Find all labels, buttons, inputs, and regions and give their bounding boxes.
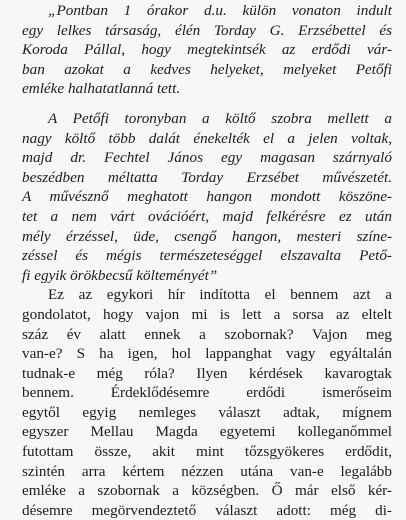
quote-paragraph-2 bbox=[22, 109, 392, 285]
text-line: bennem. Érdeklődésemre erdődi ismerőseim bbox=[22, 384, 392, 402]
body-paragraph bbox=[22, 285, 392, 520]
text-line: egy lelkes társaság, élén Torday G. Erzsébettel és bbox=[22, 21, 392, 39]
text-line: ban azokat a kedves helyeket, melyeket Petőfi bbox=[22, 60, 392, 78]
text-line: emléke halhatatlanná tett. bbox=[22, 80, 181, 98]
text-line: désemre megörvendeztető választ adott: még di- bbox=[22, 501, 392, 519]
text-line: futottam össze, akit mint tőzsgyökeres erdődit, bbox=[22, 443, 392, 461]
text-line: nagy költő több dalát énekelték el a jelen voltak, bbox=[22, 129, 392, 147]
text-line: fi egyik örökbecsű költeményét” bbox=[22, 266, 218, 284]
text-line: tudnak-e még róla? Ilyen kérdések kavarogtak bbox=[22, 364, 392, 382]
text-line: „Pontban 1 órakor d.u. külön vonaton indult bbox=[48, 2, 392, 19]
text-line: beszédben méltatta Torday Erzsébet művészetét. bbox=[22, 168, 392, 186]
text-line: majd dr. Fechtel János egy magasan szárnyaló bbox=[22, 149, 392, 167]
text-line: emléke a szobornak a községben. Ő már első kér- bbox=[22, 482, 392, 500]
text-line: tet a nem várt ovációért, majd felkérésre ez után bbox=[22, 207, 392, 225]
text-line: van-e? S ha igen, hol lappanghat vagy egyáltalán bbox=[22, 345, 392, 363]
text-line: A Petőfi toronyban a költő szobra mellett a bbox=[48, 109, 392, 127]
text-line: zéssel és mégis természeteséggel elszavalta Pető- bbox=[22, 247, 392, 265]
text-line: Koroda Pállal, hogy megtekintsék az erdődi vár- bbox=[22, 41, 392, 59]
text-line: gondolatot, hogy vajon mi is lett a sorsa az eltelt bbox=[22, 305, 392, 323]
text-line: A művésznő meghatott hangon mondott köszöne- bbox=[22, 188, 392, 206]
text-line: szintén arra kértem nézzen utána van-e legalább bbox=[22, 462, 392, 480]
text-line: száz év alatt ennek a szobornak? Vajon meg bbox=[22, 325, 392, 343]
text-line: Ez az egykori hír indította el bennem azt a bbox=[48, 286, 392, 304]
quote-paragraph-1 bbox=[22, 1, 392, 99]
text-line: mély érzéssel, üde, csengő hangon, mesteri színe- bbox=[22, 227, 392, 245]
text-line: egytől egyig nemleges választ adtak, mígnem bbox=[22, 403, 392, 421]
text-line: egyszer Mellau Magda egyetemi kolleganőmmel bbox=[22, 423, 392, 441]
